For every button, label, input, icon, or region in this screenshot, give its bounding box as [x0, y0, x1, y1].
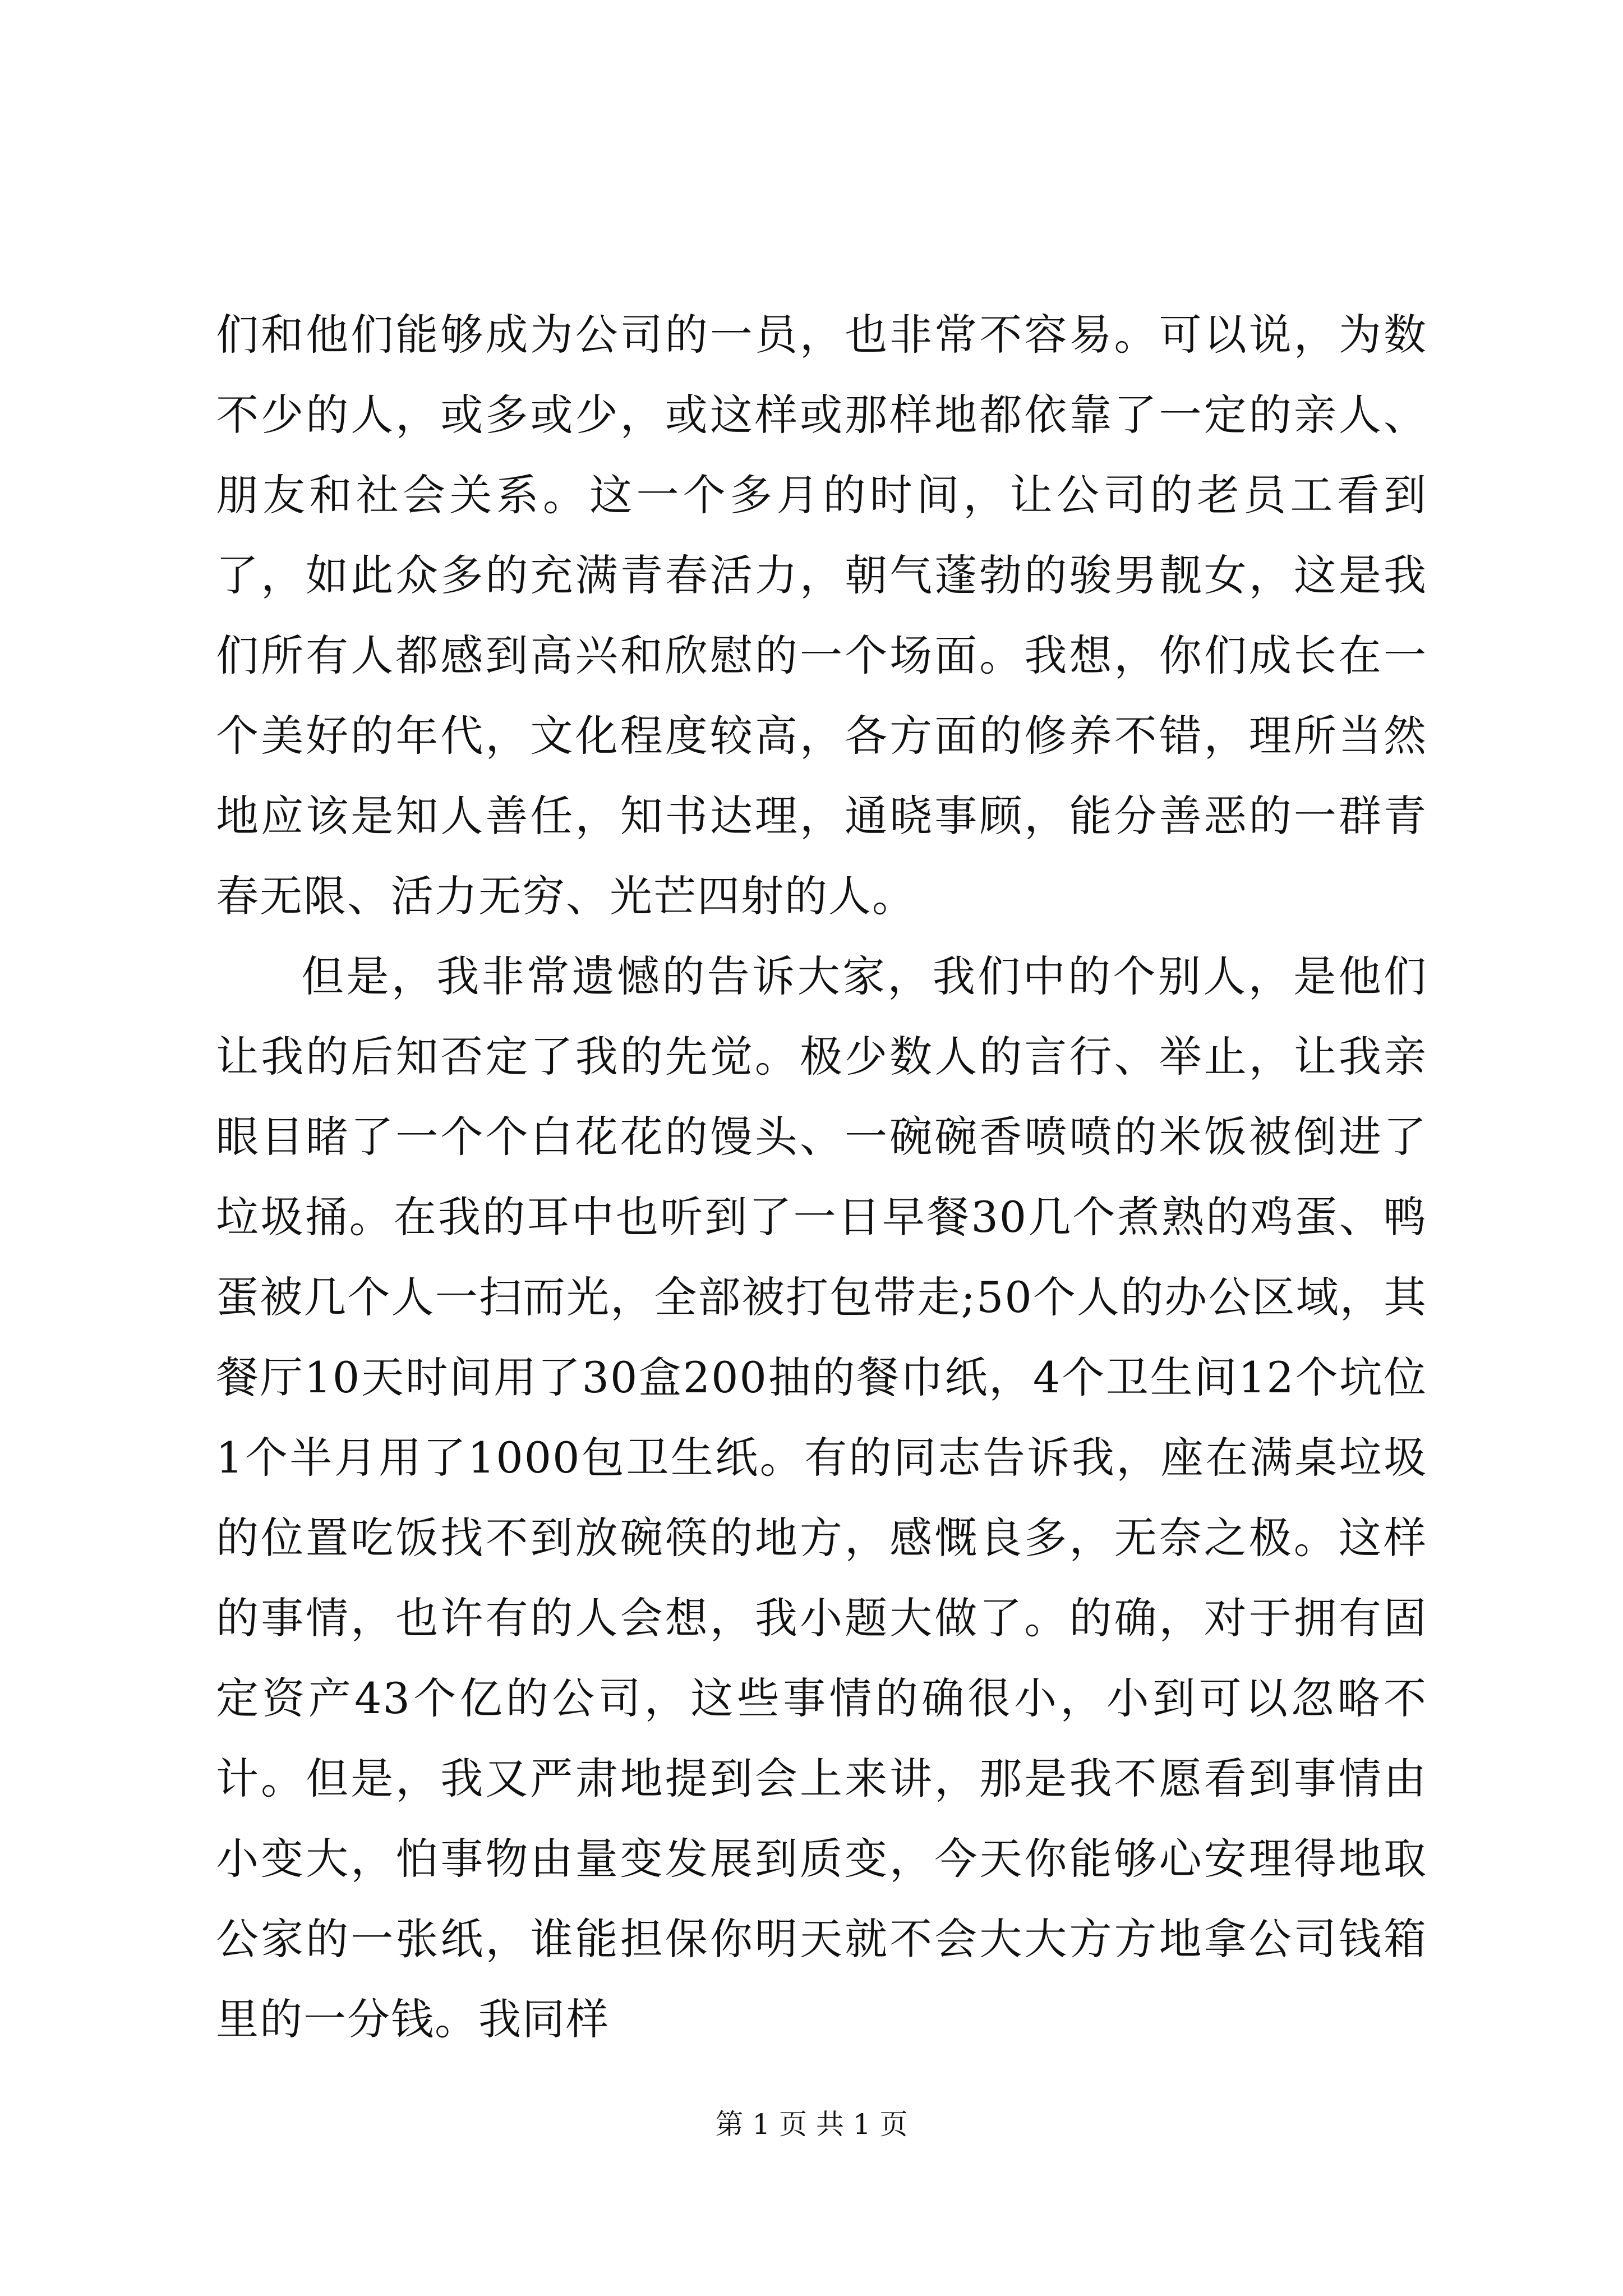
page-footer: 第 1 页 共 1 页	[715, 2108, 908, 2141]
paragraph-main: 但是，我非常遗憾的告诉大家，我们中的个别人，是他们让我的后知否定了我的先觉。极少数人的言行、举止，让我亲眼目睹了一个个白花花的馒头、一碗碗香喷喷的米饭被倒进了垃圾捅。在我的耳中也听到了一日早餐30几个煮熟的鸡蛋、鸭蛋被几个人一扫而光，全部被打包带走;50个人的办公区域，其餐厅10天时间用了30盒200抽的餐巾纸，4个卫生间12个坑位1个半月用了1000包卫生纸。有的同志告诉我，座在满桌垃圾的位置吃饭找不到放碗筷的地方，感慨良多，无奈之极。这样的事情，也许有的人会想，我小题大做了。的确，对于拥有固定资产43个亿的公司，这些事情的确很小，小到可以忽略不计。但是，我又严肃地提到会上来讲，那是我不愿看到事情由小变大，怕事物由量变发展到质变，今天你能够心安理得地取公家的一张纸，谁能担保你明天就不会大大方方地拿公司钱箱里的一分钱。我同样	[216, 951, 1427, 2044]
paragraph-continuation: 们和他们能够成为公司的一员，也非常不容易。可以说，为数不少的人，或多或少，或这样或那样地都依靠了一定的亲人、朋友和社会关系。这一个多月的时间，让公司的老员工看到了，如此众多的充满青春活力，朝气蓬勃的骏男靓女，这是我们所有人都感到高兴和欣慰的一个场面。我想，你们成长在一个美好的年代，文化程度较高，各方面的修养不错，理所当然地应该是知人善任，知书达理，通晓事顾，能分善恶的一群青春无限、活力无穷、光芒四射的人。	[216, 310, 1427, 921]
document-body	[216, 295, 1427, 2059]
